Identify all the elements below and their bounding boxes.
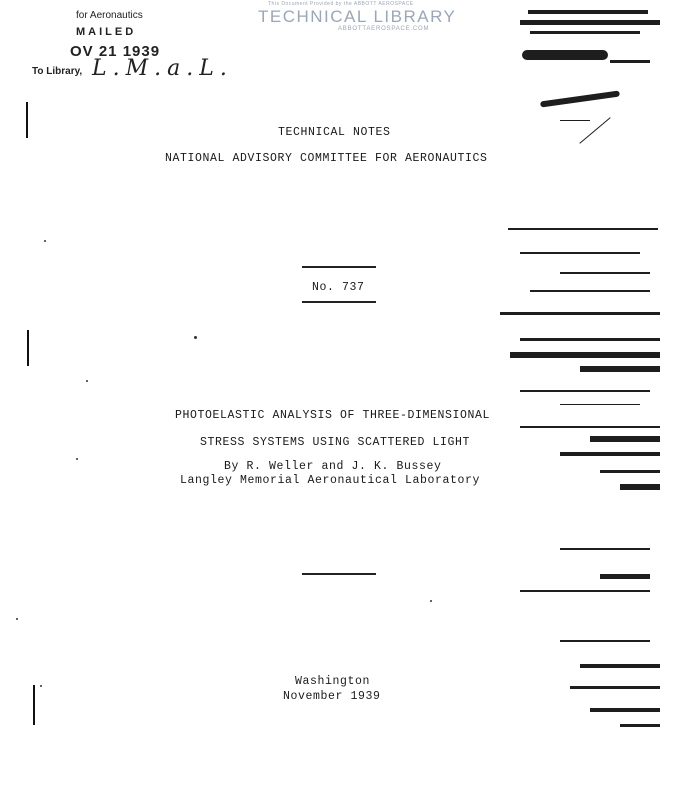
binding-mark-top — [26, 102, 28, 138]
binding-mark-middle — [27, 330, 29, 366]
series-title: TECHNICAL NOTES — [278, 126, 391, 139]
stamp-mailed: MAILED — [76, 26, 137, 38]
committee-name: NATIONAL ADVISORY COMMITTEE FOR AERONAUTICS — [165, 152, 488, 165]
watermark-provided-by: This Document Provided by the ABBOTT AEROSPACE — [268, 1, 414, 7]
number-rule-top — [302, 266, 376, 268]
stamp-agency: for Aeronautics — [76, 10, 143, 21]
number-rule-bottom — [302, 301, 376, 303]
watermark-title: TECHNICAL LIBRARY — [258, 7, 457, 26]
affiliation: Langley Memorial Aeronautical Laboratory — [180, 474, 481, 487]
watermark-site: ABBOTTAEROSPACE.COM — [338, 26, 430, 32]
note-number: No. 737 — [312, 281, 365, 294]
binding-mark-bottom — [33, 685, 35, 725]
publication-place: Washington — [295, 675, 371, 688]
handwritten-signature: L.M.a.L. — [92, 56, 233, 81]
authors: By R. Weller and J. K. Bussey — [224, 460, 442, 473]
stamp-to-library: To Library, — [32, 66, 83, 77]
stamp-date: OV 21 1939 — [70, 43, 161, 60]
publication-date: November 1939 — [283, 690, 381, 703]
title-line-2: STRESS SYSTEMS USING SCATTERED LIGHT — [200, 436, 471, 449]
separator-rule — [302, 573, 376, 575]
title-line-1: PHOTOELASTIC ANALYSIS OF THREE-DIMENSIONAL — [175, 409, 491, 422]
